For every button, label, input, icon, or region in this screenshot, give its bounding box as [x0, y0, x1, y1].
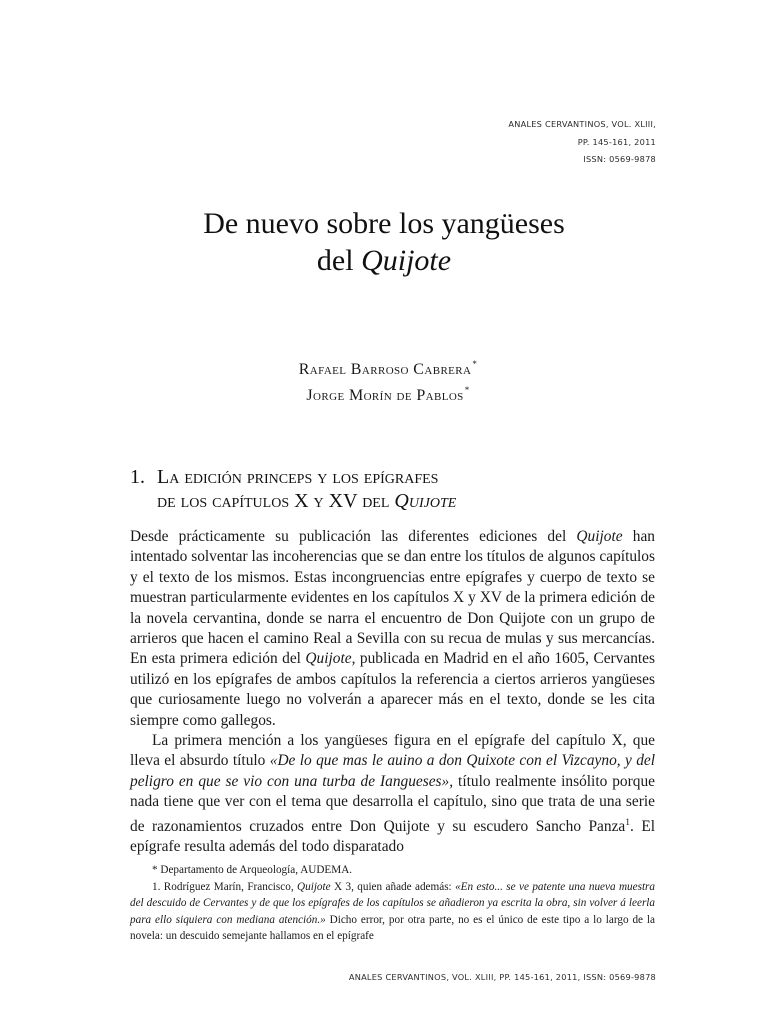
body-text [130, 527, 655, 858]
section-heading-line-2: de los capítulos X y XV del Quijote [157, 490, 457, 512]
journal-header [508, 116, 656, 169]
journal-name: ANALES CERVANTINOS, VOL. XLIII, [508, 119, 656, 129]
author-list [0, 354, 768, 406]
author-name: Rafael Barroso Cabrera [298, 361, 472, 378]
footnote-ref-1[interactable]: 1 [625, 817, 630, 828]
title-italic: Quijote [361, 244, 452, 277]
journal-footer: ANALES CERVANTINOS, VOL. XLIII, PP. 145-161, 2011, ISSN: 0569-9878 [348, 972, 656, 982]
footnote-1: 1. Rodríguez Marín, Francisco, Quijote X 3, quien añade además: «En esto... se ve patente una nueva muestra del descuido de Cervantes y de que los epígrafes de los capítulos se añadieron ya escrita la obra, sin volver á leerla para ello siquiera con mediana atención.» Dicho error, por otra parte, no es el único de este tipo a lo largo de la novela: un descuido semejante hallamos en el epígrafe [130, 880, 656, 943]
journal-pages: PP. 145-161, 2011 [577, 136, 656, 147]
section-number: 1. [130, 466, 145, 488]
title-line-2: del Quijote [316, 244, 452, 277]
author-footnote-mark[interactable]: * [464, 385, 470, 395]
author-name: Jorge Morín de Pablos [306, 387, 464, 404]
journal-issn: ISSN: 0569-9878 [583, 154, 656, 164]
article-title [0, 205, 768, 279]
paragraph: Desde prácticamente su publicación las diferentes ediciones del Quijote han intentado solventar las incoherencias que se dan entre los títulos de algunos capítulos y el texto de los mismos. Estas incongruencias entre epígrafes y cuerpo de texto se muestran particularmente evidentes en los capítulos X y XV de la primera edición de la novela cervantina, donde se narra el encuentro de Don Quijote con un grupo de arrieros que hacen el camino Real a Sevilla con su recua de mulas y sus mercancías. En esta primera edición del Quijote, publicada en Madrid en el año 1605, Cervantes utilizó en los epígrafes de ambos capítulos la referencia a ciertos arrieros yangüeses que curiosamente luego no volverán a aparecer más en el texto, donde se les cita siempre como gallegos. [130, 528, 655, 729]
author-1 [0, 354, 768, 380]
footnotes [130, 862, 655, 945]
paragraph: La primera mención a los yangüeses figura en el epígrafe del capítulo X, que lleva el absurdo título «De lo que mas le auino a don Quixote con el Vizcayno, y del peligro en que se vio con una turba de Iangueses», título realmente insólito porque nada tiene que ver con el tema que desarrolla el capítulo, sino que trata de una serie de razonamientos cruzados entre Don Quijote y su escudero Sancho Panza$^1$. El epígrafe resulta además del todo disparatado [130, 732, 655, 856]
author-footnote-mark[interactable]: * [472, 359, 478, 369]
footnote-star: * Departamento de Arqueología, AUDEMA. [152, 864, 353, 876]
title-line-1: De nuevo sobre los yangüeses [203, 207, 565, 240]
section-heading [130, 465, 456, 513]
author-2 [0, 380, 768, 406]
section-heading-line-1: 1. La edición princeps y los epígrafes [130, 466, 439, 488]
